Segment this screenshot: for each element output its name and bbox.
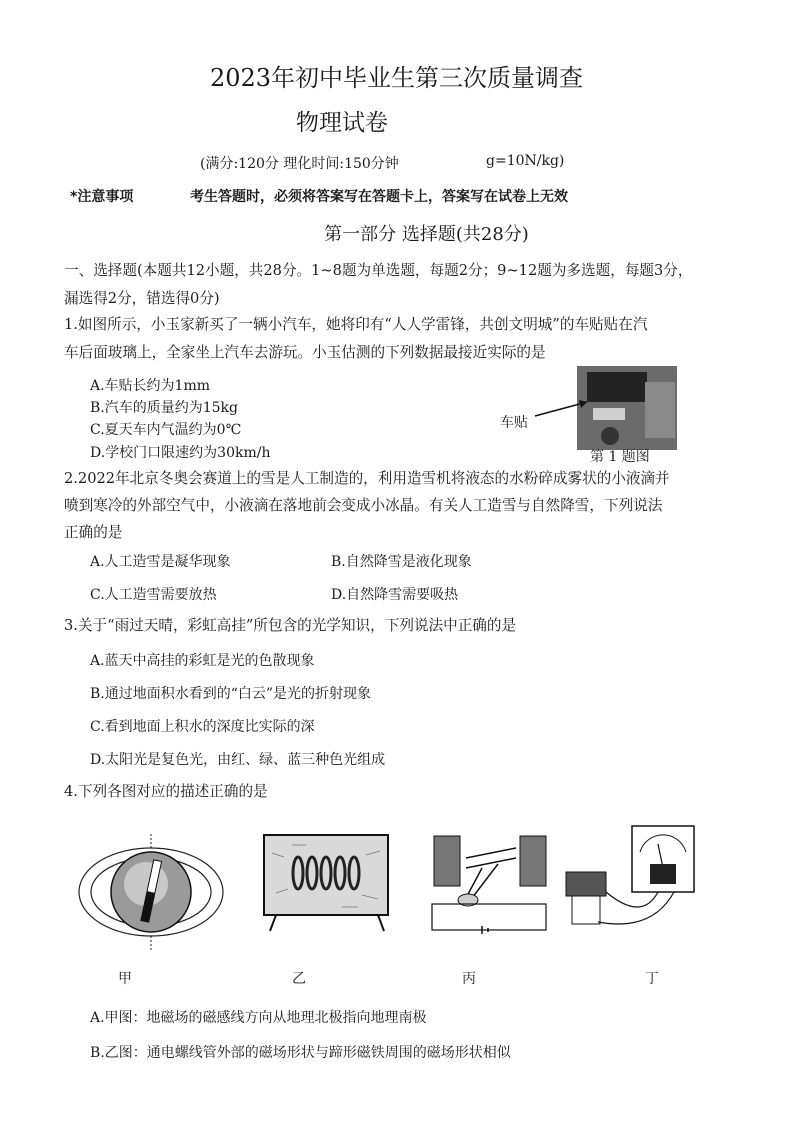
electric-motor-figure <box>426 828 556 938</box>
notice-label: *注意事项 <box>70 189 134 205</box>
q1-option-a: A.车贴长约为1mm <box>90 378 211 394</box>
exam-meta-g: g=10N/kg) <box>486 153 565 169</box>
exam-meta-score: (满分:120分 理化时间:150分钟 <box>200 156 399 172</box>
galvanometer-figure <box>562 822 702 942</box>
section-instructions-line2: 漏选得2分，错选得0分) <box>64 290 220 307</box>
q4-figure-label-ding: 丁 <box>645 971 659 987</box>
q1-option-d: D.学校门口限速约为30km/h <box>90 445 271 461</box>
section-title: 第一部分 选择题(共28分) <box>324 224 529 245</box>
q3-option-c: C.看到地面上积水的深度比实际的深 <box>90 719 315 735</box>
q4-figure-label-bing: 丙 <box>462 971 476 987</box>
q1-stem-line1: 1.如图所示，小玉家新买了一辆小汽车，她将印有“人人学雷锋，共创文明城”的车贴贴在汽 <box>64 316 648 333</box>
q4-option-a: A.甲图：地磁场的磁感线方向从地理北极指向地理南极 <box>90 1010 427 1026</box>
q3-option-d: D.太阳光是复色光，由红、绿、蓝三种色光组成 <box>90 752 386 768</box>
q1-figure-label: 车贴 <box>500 415 528 431</box>
section-instructions-line1: 一、选择题(本题共12小题，共28分。1~8题为单选题，每题2分；9~12题为多选题，每题3分， <box>64 262 693 279</box>
q1-stem-line2: 车后面玻璃上，全家坐上汽车去游玩。小玉估测的下列数据最接近实际的是 <box>64 344 546 361</box>
notice-text: 考生答题时，必须将答案写在答题卡上，答案写在试卷上无效 <box>190 189 568 205</box>
exam-title: 2023年初中毕业生第三次质量调查 <box>209 64 584 92</box>
solenoid-iron-filings-figure <box>262 833 392 933</box>
exam-subtitle: 物理试卷 <box>296 110 388 136</box>
q2-stem-line3: 正确的是 <box>64 524 123 541</box>
q3-stem-line1: 3.关于“雨过天晴，彩虹高挂”所包含的光学知识，下列说法中正确的是 <box>64 617 517 634</box>
q2-option-a: A.人工造雪是凝华现象 <box>90 554 231 570</box>
q4-stem-line1: 4.下列各图对应的描述正确的是 <box>64 783 268 800</box>
q2-stem-line1: 2.2022年北京冬奥会赛道上的雪是人工制造的，利用造雪机将液态的水粉碎成雾状的小液滴并 <box>64 470 670 487</box>
q4-figure-label-yi: 乙 <box>292 971 306 987</box>
q4-option-b: B.乙图：通电螺线管外部的磁场形状与蹄形磁铁周围的磁场形状相似 <box>90 1045 511 1061</box>
q1-option-c: C.夏天车内气温约为0℃ <box>90 422 242 438</box>
q1-figure-caption: 第 1 题图 <box>590 449 650 465</box>
q2-option-c: C.人工造雪需要放热 <box>90 587 217 603</box>
q2-option-b: B.自然降雪是液化现象 <box>331 554 472 570</box>
q1-option-b: B.汽车的质量约为15kg <box>90 400 238 416</box>
q4-figure-label-jia: 甲 <box>118 971 132 987</box>
q2-option-d: D.自然降雪需要吸热 <box>331 587 459 603</box>
q2-stem-line2: 喷到寒冷的外部空气中，小液滴在落地前会变成小冰晶。有关人工造雪与自然降雪，下列说法 <box>64 497 663 514</box>
q3-option-a: A.蓝天中高挂的彩虹是光的色散现象 <box>90 653 315 669</box>
q3-option-b: B.通过地面积水看到的“白云”是光的折射现象 <box>90 686 372 702</box>
earth-magnetic-field-figure <box>76 830 226 955</box>
